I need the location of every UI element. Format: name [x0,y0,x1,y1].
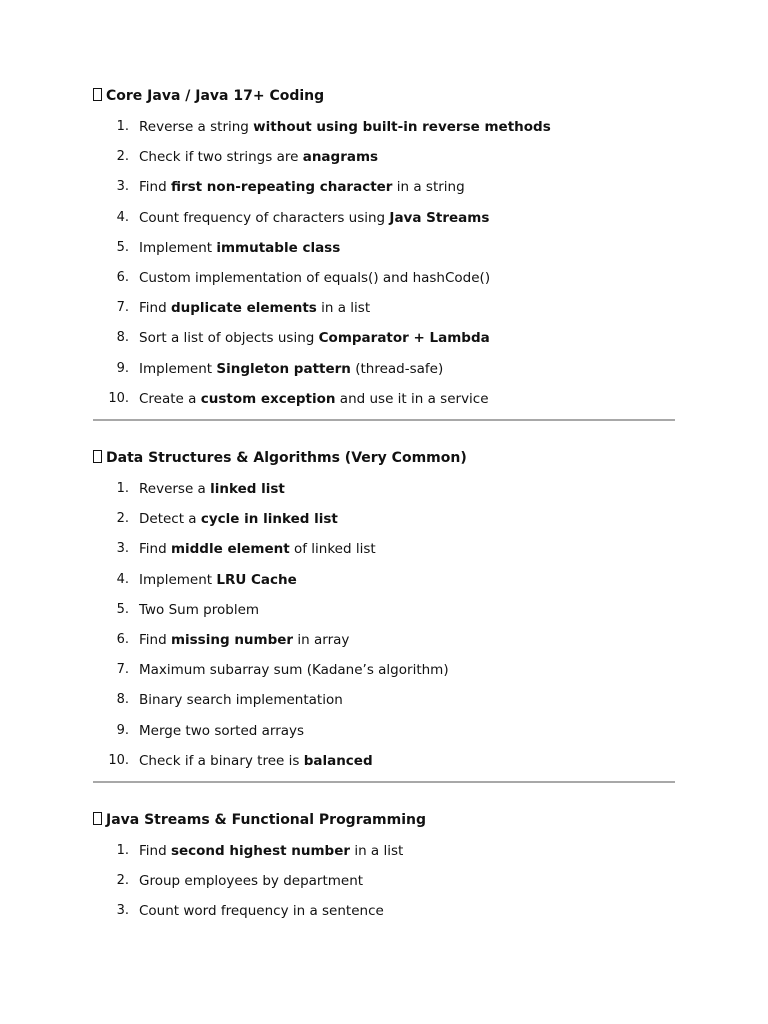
text-run: (thread-safe) [350,360,444,377]
list-item-text [139,117,551,137]
list-item-text [139,901,384,921]
bold-phrase: anagrams [302,149,379,166]
horizontal-rule [93,781,675,783]
list-item-text [139,147,378,167]
text-run: Count frequency of characters using [139,209,390,226]
list-item-number: 6. [116,632,129,647]
text-run: Check if a binary tree is [139,752,304,769]
text-run: of linked list [289,541,376,558]
checkbox-glyph-icon [93,88,102,101]
text-run: Implement [139,571,217,588]
list-item-number: 1. [116,119,129,134]
list-item-text [139,570,297,590]
checkbox-glyph-icon [93,450,102,463]
bold-phrase: linked list [210,481,285,497]
text-run: Reverse a string [139,119,254,135]
bold-phrase: cycle in linked list [200,511,338,528]
list-item-number: 10. [108,390,129,406]
list-item-text [139,177,465,197]
list-item-text [139,630,349,650]
text-run: in a list [350,843,404,859]
bold-phrase: Java Streams [389,209,490,226]
text-run: in a string [392,179,465,196]
section-heading [93,449,467,467]
list-item-number: 1. [116,481,129,496]
text-run: Implement [139,239,217,256]
text-run: Sort a list of objects using [139,330,319,347]
list-item-number: 6. [116,270,129,285]
text-run: Maximum subarray sum (Kadane’s algorithm) [139,662,449,679]
list-item-text [139,238,340,258]
list-item-number: 8. [116,692,129,708]
bold-phrase: middle element [170,541,290,558]
text-run: Find [139,541,171,558]
list-item-number: 2. [116,511,129,527]
list-item-text [139,509,338,529]
text-run: Group employees by department [139,873,364,890]
text-run: Detect a [139,511,201,528]
list-item-number: 3. [116,903,129,919]
list-item-number: 5. [116,239,129,255]
text-run: Reverse a [139,481,211,497]
bold-phrase: Comparator + Lambda [318,330,490,347]
bold-phrase: missing number [170,632,294,648]
section-title: Data Structures & Algorithms (Very Common) [106,450,467,466]
text-run: Find [139,300,171,317]
list-item-text [139,328,490,348]
list-item-text [139,751,373,771]
text-run: in a list [316,300,371,317]
list-item-text [139,660,449,680]
list-item-number: 9. [116,360,129,376]
text-run: Custom implementation of equals() and hashCode() [139,270,491,286]
list-item-text [139,389,489,409]
bold-phrase: balanced [303,752,373,769]
list-item-number: 2. [116,873,129,889]
list-item-text [139,539,376,559]
list-item-number: 3. [116,179,129,195]
text-run: in array [293,632,350,648]
list-item-number: 7. [116,300,129,316]
text-run: Implement [139,360,217,377]
section-heading [93,87,324,105]
list-item-number: 7. [116,662,129,678]
list-item-text [139,479,285,499]
section-title: Java Streams & Functional Programming [106,812,427,828]
bold-phrase: first non-repeating character [170,179,393,196]
list-item-number: 1. [116,843,129,858]
list-item-number: 10. [108,752,129,768]
list-item-number: 5. [116,601,129,617]
bold-phrase: without using built-in reverse methods [253,119,551,135]
list-item-text [139,841,403,861]
text-run: Find [139,843,171,859]
text-run: and use it in a service [335,390,489,407]
bold-phrase: LRU Cache [216,571,297,588]
bold-phrase: duplicate elements [170,300,317,317]
text-run: Merge two sorted arrays [139,722,305,739]
bold-phrase: immutable class [216,239,341,256]
list-item-number: 2. [116,149,129,165]
bold-phrase: custom exception [200,390,336,407]
list-item-text [139,871,363,891]
list-item-text [139,600,259,620]
list-item-text [139,721,304,741]
list-item-text [139,208,489,228]
text-run: Create a [139,390,201,407]
text-run: Count word frequency in a sentence [139,903,384,920]
list-item-number: 4. [116,571,129,587]
text-run: Two Sum problem [139,601,260,618]
text-run: Binary search implementation [139,692,343,709]
list-item-number: 8. [116,330,129,346]
bold-phrase: Singleton pattern [216,360,351,377]
list-item-text [139,359,443,379]
list-item-number: 9. [116,722,129,738]
text-run: Find [139,179,171,196]
list-item-number: 4. [116,209,129,225]
list-item-number: 3. [116,541,129,557]
checkbox-glyph-icon [93,812,102,825]
section-heading [93,811,426,829]
list-item-text [139,268,490,288]
text-run: Find [139,632,171,648]
bold-phrase: second highest number [170,843,351,859]
section-title: Core Java / Java 17+ Coding [106,88,325,104]
horizontal-rule [93,419,675,421]
list-item-text [139,690,343,710]
list-item-text [139,298,370,318]
text-run: Check if two strings are [139,149,303,166]
